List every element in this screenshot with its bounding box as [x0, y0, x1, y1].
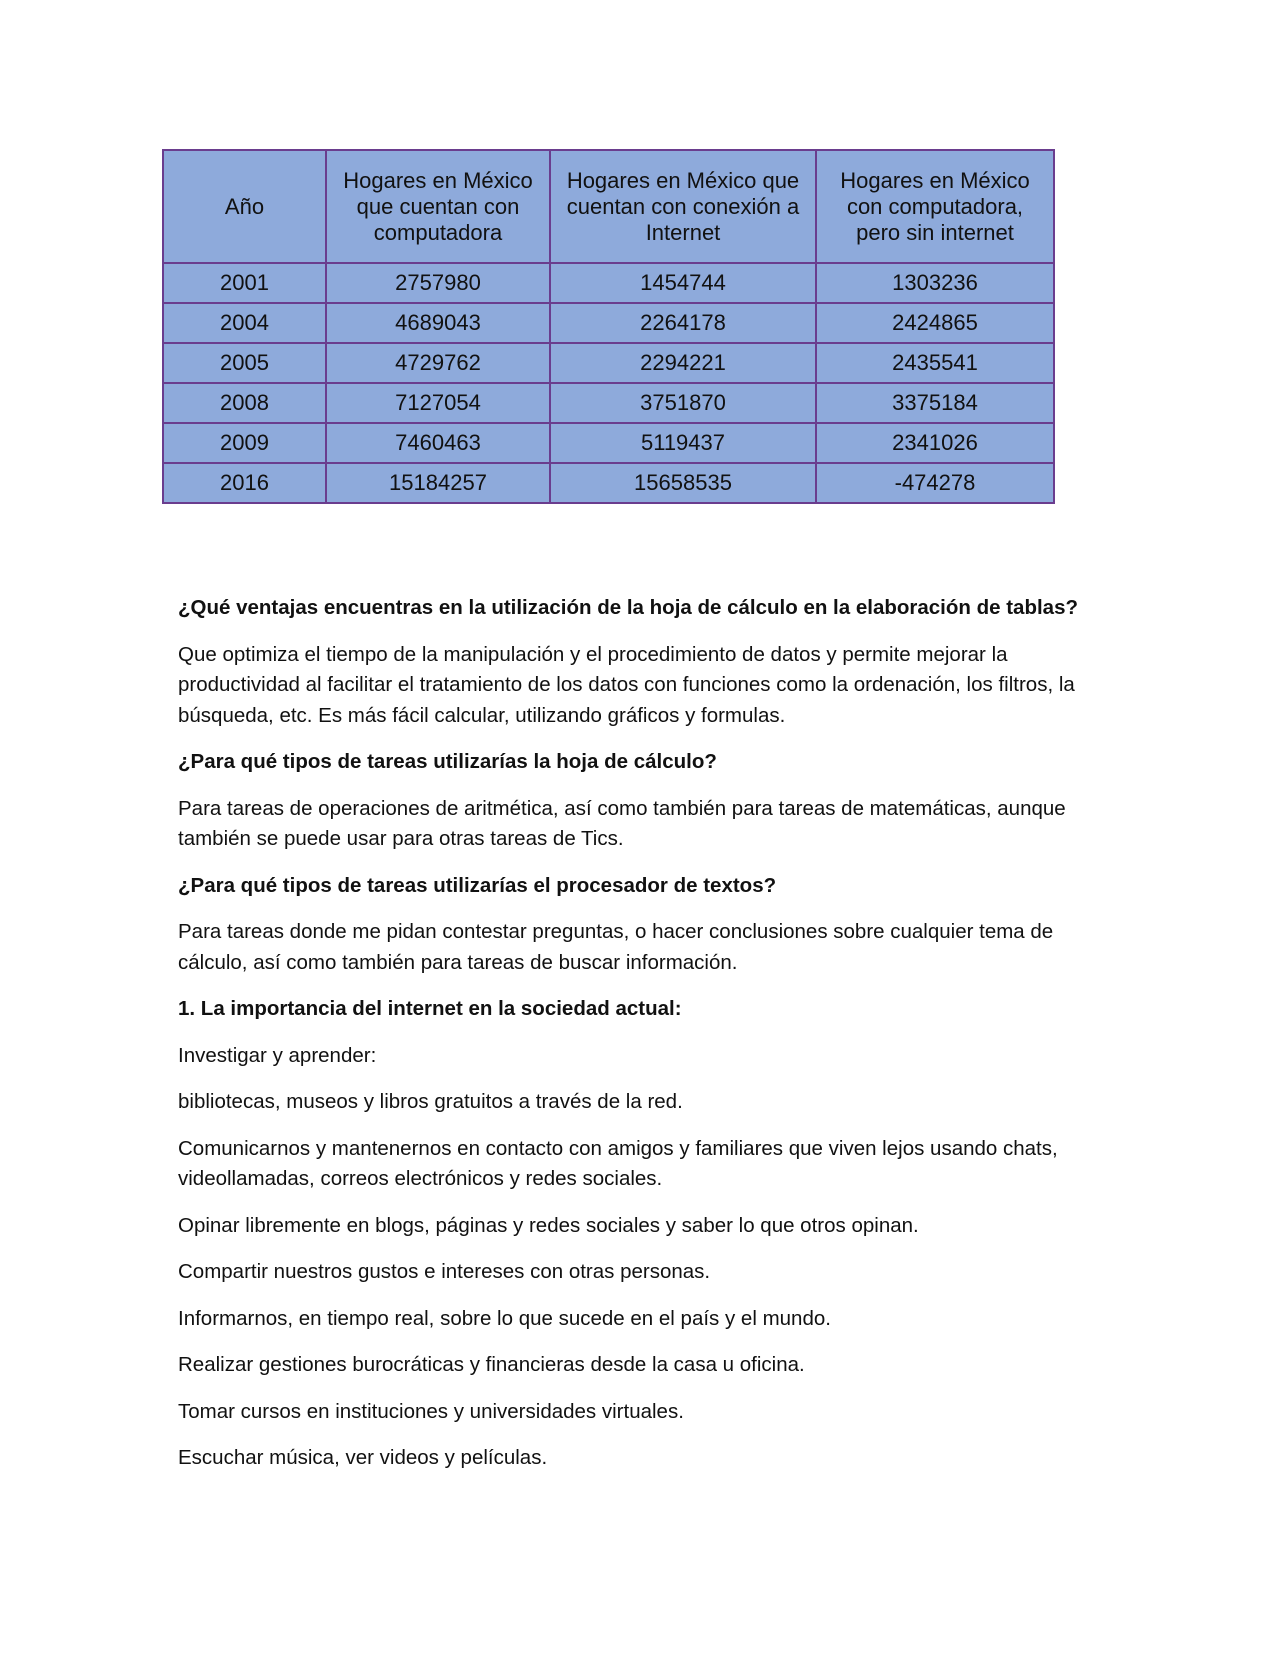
header-year: Año [163, 150, 326, 263]
cell-year: 2005 [163, 343, 326, 383]
paragraph: Compartir nuestros gustos e intereses con otras personas. [178, 1260, 711, 1283]
cell-year: 2004 [163, 303, 326, 343]
answer-spreadsheet-tasks: Para tareas de operaciones de aritmética, así como también para tareas de matemáticas, aunque también se puede usar para otras tareas de Tics. [178, 796, 1066, 850]
header-internet: Hogares en México que cuentan con conexión a Internet [550, 150, 816, 263]
section-heading: 1. La importancia del internet en la sociedad actual: [178, 997, 682, 1020]
cell-internet: 1454744 [550, 263, 816, 303]
header-no-internet: Hogares en México con computadora, pero sin internet [816, 150, 1054, 263]
table-row [163, 383, 1054, 423]
text-body [178, 593, 1098, 1490]
question-word-processor-tasks: ¿Para qué tipos de tareas utilizarías el procesador de textos? [178, 873, 777, 897]
question-spreadsheet-tasks: ¿Para qué tipos de tareas utilizarías la hoja de cálculo? [178, 750, 717, 773]
table-row [163, 343, 1054, 383]
cell-computers: 7460463 [326, 423, 550, 463]
paragraph: Tomar cursos en instituciones y universidades virtuales. [178, 1399, 684, 1423]
cell-internet: 2264178 [550, 303, 816, 343]
cell-year: 2009 [163, 423, 326, 463]
cell-internet: 15658535 [550, 463, 816, 503]
cell-no-internet: 3375184 [816, 383, 1054, 423]
paragraph: Investigar y aprender: [178, 1043, 377, 1067]
table-row [163, 463, 1054, 503]
cell-internet: 5119437 [550, 423, 816, 463]
cell-computers: 7127054 [326, 383, 550, 423]
cell-computers: 2757980 [326, 263, 550, 303]
paragraph: Realizar gestiones burocráticas y financieras desde la casa u oficina. [178, 1353, 805, 1376]
cell-year: 2016 [163, 463, 326, 503]
cell-no-internet: 2435541 [816, 343, 1054, 383]
table-row [163, 303, 1054, 343]
table-header-row [163, 150, 1054, 263]
cell-computers: 15184257 [326, 463, 550, 503]
cell-no-internet: -474278 [816, 463, 1054, 503]
cell-no-internet: 2341026 [816, 423, 1054, 463]
paragraph: Informarnos, en tiempo real, sobre lo que sucede en el país y el mundo. [178, 1306, 831, 1330]
table-row [163, 423, 1054, 463]
question-spreadsheet-advantages: ¿Qué ventajas encuentras en la utilización de la hoja de cálculo en la elaboración de tablas? [178, 596, 1078, 619]
answer-word-processor-tasks: Para tareas donde me pidan contestar preguntas, o hacer conclusiones sobre cualquier tema de cálculo, así como también para tareas de buscar información. [178, 920, 1054, 974]
cell-no-internet: 1303236 [816, 263, 1054, 303]
cell-computers: 4689043 [326, 303, 550, 343]
cell-year: 2008 [163, 383, 326, 423]
paragraph: bibliotecas, museos y libros gratuitos a través de la red. [178, 1090, 683, 1113]
paragraph: Escuchar música, ver videos y películas. [178, 1446, 548, 1469]
cell-no-internet: 2424865 [816, 303, 1054, 343]
cell-year: 2001 [163, 263, 326, 303]
paragraph: Comunicarnos y mantenernos en contacto con amigos y familiares que viven lejos usando chats, videollamadas, correos electrónicos y redes sociales. [178, 1136, 1058, 1190]
header-computers: Hogares en México que cuentan con computadora [326, 150, 550, 263]
paragraph: Opinar libremente en blogs, páginas y redes sociales y saber lo que otros opinan. [178, 1213, 919, 1237]
cell-internet: 2294221 [550, 343, 816, 383]
cell-internet: 3751870 [550, 383, 816, 423]
cell-computers: 4729762 [326, 343, 550, 383]
table-row [163, 263, 1054, 303]
households-table [162, 149, 1055, 504]
answer-spreadsheet-advantages: Que optimiza el tiempo de la manipulación y el procedimiento de datos y permite mejorar la productividad al facilitar el tratamiento de los datos con funciones como la ordenación, los filtros, la búsqueda, etc. Es más fácil calcular, utilizando gráficos y formulas. [178, 642, 1075, 727]
